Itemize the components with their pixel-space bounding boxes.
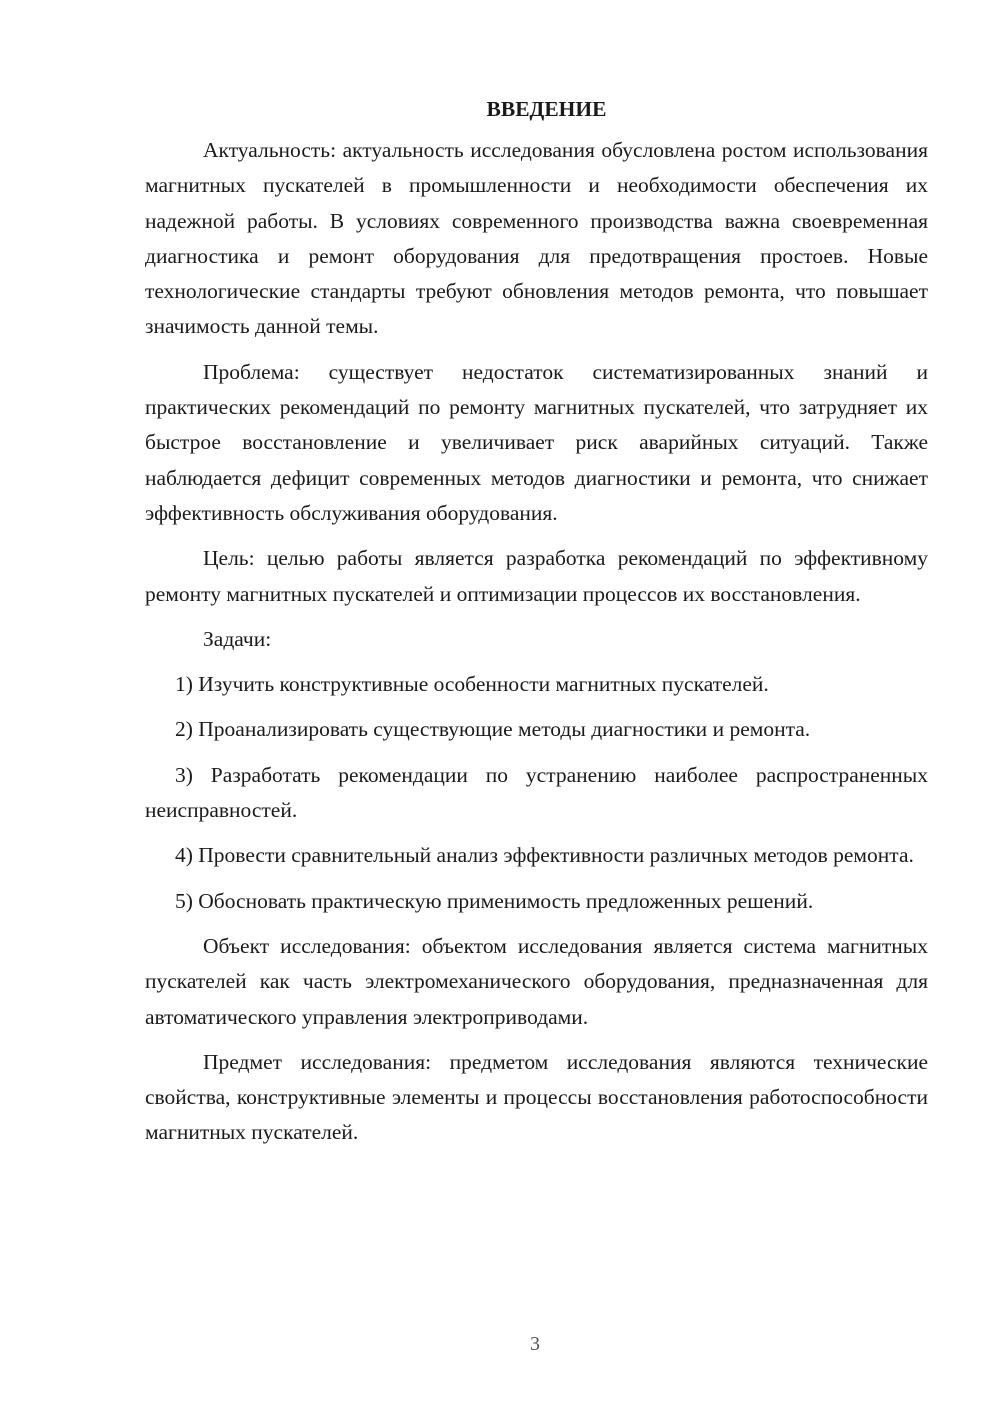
task-item-4: 4) Провести сравнительный анализ эффективности различных методов ремонта. [175, 843, 914, 868]
task-item-1: 1) Изучить конструктивные особенности магнитных пускателей. [175, 672, 769, 697]
tasks-label: Задачи: [203, 626, 272, 651]
paragraph-problem: Проблема: существует недостаток систематизированных знаний и практических рекомендаций по ремонту магнитных пускателей, что затрудняет их быстрое восстановление и увеличивает риск аварийных ситуаций. Также наблюдается дефицит современных методов диагностики и ремонта, что снижает эффективность обслуживания оборудования. [145, 359, 928, 525]
paragraph-subject: Предмет исследования: предметом исследования являются технические свойства, конструктивные элементы и процессы восстановления работоспособности магнитных пускателей. [145, 1049, 928, 1145]
task-item-5: 5) Обосновать практическую применимость предложенных решений. [175, 888, 814, 913]
task-item-3: 3) Разработать рекомендации по устранению наиболее распространенных неисправностей. [145, 762, 928, 823]
section-title: ВВЕДЕНИЕ [486, 97, 607, 121]
task-item-2: 2) Проанализировать существующие методы диагностики и ремонта. [175, 717, 811, 742]
paragraph-object: Объект исследования: объектом исследования является система магнитных пускателей как часть электромеханического оборудования, предназначенная для автоматического управления электроприводами. [145, 933, 928, 1029]
document-page [145, 92, 928, 1161]
page-number: 3 [530, 1333, 540, 1355]
paragraph-relevance: Актуальность: актуальность исследования обусловлена ростом использования магнитных пускателей в промышленности и необходимости обеспечения их надежной работы. В условиях современного производства важна своевременная диагностика и ремонт оборудования для предотвращения простоев. Новые технологические стандарты требуют обновления методов ремонта, что повышает значимость данной темы. [145, 138, 928, 339]
paragraph-goal: Цель: целью работы является разработка рекомендаций по эффективному ремонту магнитных пускателей и оптимизации процессов их восстановления. [145, 546, 928, 606]
